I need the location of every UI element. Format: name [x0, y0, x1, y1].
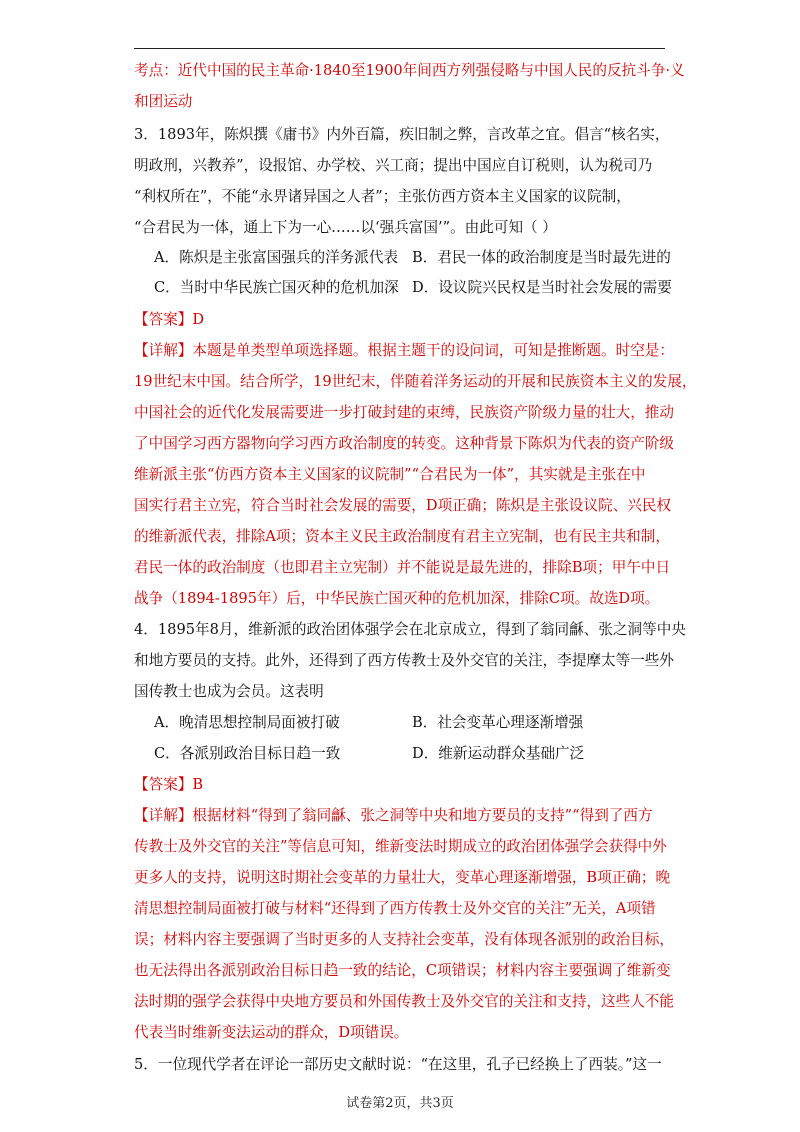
q4-option-b: B．社会变革心理逐渐增强 [412, 714, 584, 731]
q4-option-d: D．维新运动群众基础广泛 [412, 745, 585, 762]
kaodian-line-2: 和团运动 [134, 93, 193, 110]
kaodian-line-1: 考点：近代中国的民主革命·1840至1900年间西方列强侵略与中国人民的反抗斗争·义 [134, 62, 685, 79]
top-rule [134, 48, 665, 49]
q3-stem-line-1: 3．1893年，陈炽撰《庸书》内外百篇，疾旧制之弊，言改革之宜。倡言“核名实， [134, 126, 670, 143]
q3-detail-line-7: 的维新派代表，排除A项；资本主义民主政治制度有君主立宪制，也有民主共和制， [134, 528, 670, 545]
q4-option-c: C．各派别政治目标日趋一致 [154, 745, 341, 762]
q3-detail-line-8: 君民一体的政治制度（也即君主立宪制）并不能说是最先进的，排除B项；甲午中日 [134, 559, 671, 576]
q4-detail-line-6: 也无法得出各派别政治目标日趋一致的结论，C项错误；材料内容主要强调了维新变 [134, 962, 671, 979]
q3-option-a: A．陈炽是主张富国强兵的洋务派代表 [154, 249, 399, 266]
q4-stem-line-1: 4．1895年8月，维新派的政治团体强学会在北京成立，得到了翁同龢、张之洞等中央 [134, 621, 686, 638]
q4-detail-line-3: 更多人的支持，说明这时期社会变革的力量壮大，变革心理逐渐增强，B项正确；晚 [134, 869, 671, 886]
q3-stem-line-3: “利权所在”，不能“永畀诸异国之人者”；主张仿西方资本主义国家的议院制， [134, 188, 631, 205]
q3-option-c: C．当时中华民族亡国灭种的危机加深 [154, 279, 399, 296]
q3-option-d: D．设议院兴民权是当时社会发展的需要 [412, 279, 672, 296]
q3-detail-line-9: 战争（1894-1895年）后，中华民族亡国灭种的危机加深，排除C项。故选D项。 [134, 590, 660, 607]
q3-detail-line-4: 了中国学习西方器物向学习西方政治制度的转变。这种背景下陈炽为代表的资产阶级 [134, 435, 674, 452]
page-footer: 试卷第2页，共3页 [346, 1096, 454, 1111]
q3-answer: 【答案】D [134, 311, 205, 328]
q3-detail-line-2: 19世纪末中国。结合所学，19世纪末，伴随着洋务运动的开展和民族资本主义的发展， [134, 373, 697, 390]
q4-detail-line-1: 【详解】根据材料“得到了翁同龢、张之洞等中央和地方要员的支持”“得到了西方 [134, 807, 653, 824]
q4-detail-line-7: 法时期的强学会获得中央地方要员和外国传教士及外交官的关注和支持，这些人不能 [134, 993, 674, 1010]
q4-detail-line-8: 代表当时维新变法运动的群众，D项错误。 [134, 1024, 409, 1041]
q4-option-a: A．晚清思想控制局面被打破 [154, 714, 340, 731]
q3-stem-line-4: “合君民为一体，通上下为一心……以‘强兵富国’”。由此可知（ ） [134, 219, 557, 236]
q4-stem-line-3: 国传教士也成为会员。这表明 [134, 683, 324, 700]
q3-detail-line-6: 国实行君主立宪，符合当时社会发展的需要，D项正确；陈炽是主张设议院、兴民权 [134, 497, 672, 514]
q4-detail-line-4: 清思想控制局面被打破与材料“还得到了西方传教士及外交官的关注”无关，A项错 [134, 900, 656, 917]
q3-option-b: B．君民一体的政治制度是当时最先进的 [412, 249, 671, 266]
q3-detail-line-5: 维新派主张“仿西方资本主义国家的议院制”“合君民为一体”，其实就是主张在中 [134, 466, 646, 483]
q3-detail-line-3: 中国社会的近代化发展需要进一步打破封建的束缚，民族资产阶级力量的壮大，推动 [134, 404, 674, 421]
q4-detail-line-5: 误；材料内容主要强调了当时更多的人支持社会变革，没有体现各派别的政治目标， [134, 931, 674, 948]
q3-detail-line-1: 【详解】本题是单类型单项选择题。根据主题干的设问词，可知是推断题。时空是： [134, 342, 674, 359]
q3-stem-line-2: 明政刑，兴教养”，设报馆、办学校、兴工商；提出中国应自订税则，认为税司乃 [134, 157, 653, 174]
q4-stem-line-2: 和地方要员的支持。此外，还得到了西方传教士及外交官的关注，李提摩太等一些外 [134, 652, 674, 669]
q5-stem-line-1: 5．一位现代学者在评论一部历史文献时说：“在这里，孔子已经换上了西装。”这一 [134, 1056, 662, 1073]
q4-answer: 【答案】B [134, 776, 204, 793]
q4-detail-line-2: 传教士及外交官的关注”等信息可知，维新变法时期成立的政治团体强学会获得中外 [134, 838, 667, 855]
